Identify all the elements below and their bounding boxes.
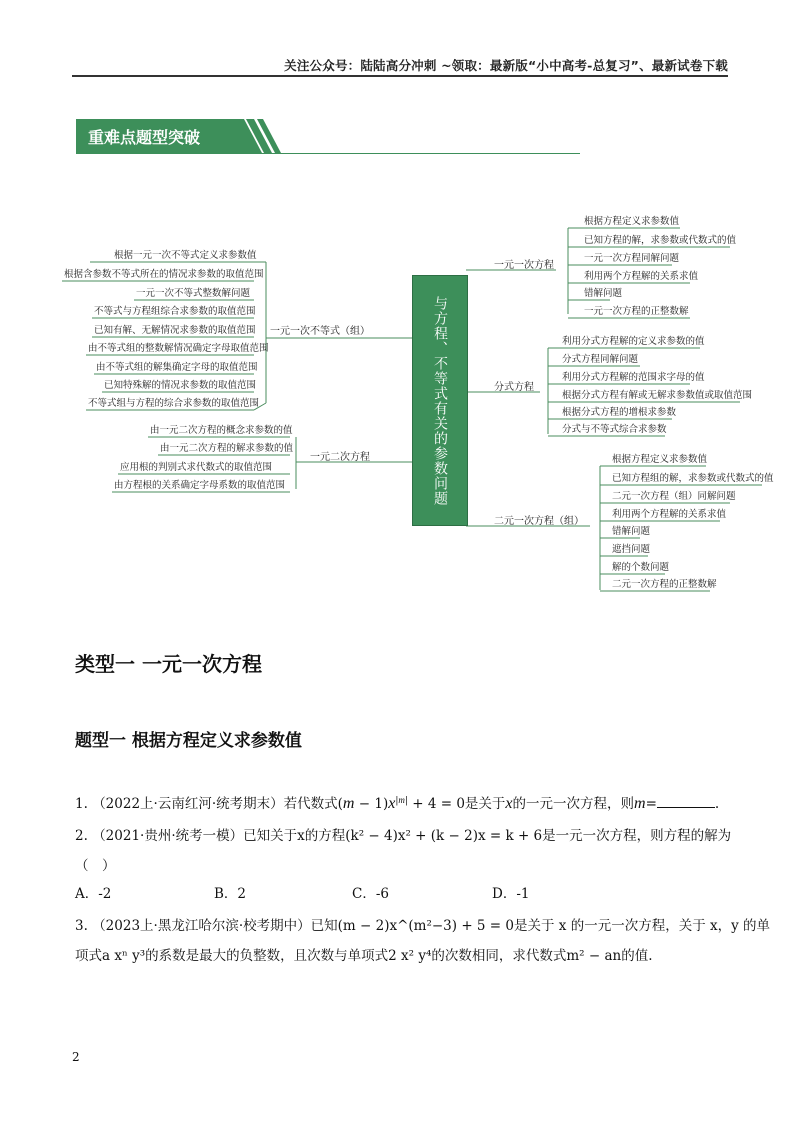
- mindmap-leaf: 利用分式方程解的范围求字母的值: [562, 372, 705, 383]
- mindmap-leaf: 利用两个方程解的关系求值: [612, 509, 727, 520]
- mindmap-branch-label: 二元一次方程（组）: [494, 516, 584, 527]
- subtype-heading: 题型一 根据方程定义求参数值: [75, 731, 302, 751]
- mindmap-leaf: 解的个数问题: [612, 562, 670, 573]
- mindmap-leaf: 由一元二次方程的概念求参数的值: [150, 425, 293, 436]
- question-2-paren: （ ）: [75, 858, 116, 874]
- option-a[interactable]: A．-2: [75, 886, 112, 902]
- mindmap-leaf: 错解问题: [612, 526, 651, 537]
- mindmap-leaf: 根据分式方程有解或无解求参数值或取值范围: [562, 390, 753, 401]
- mindmap-leaf: 根据分式方程的增根求参数: [562, 407, 677, 418]
- option-c[interactable]: C．-6: [352, 886, 389, 902]
- question-3: 3. （2023上·黑龙江哈尔滨·校考期中）已知(m − 2)x^(m²−3) + 5 = 0是关于 x 的一元一次方程，关于 x，y 的单: [75, 918, 771, 934]
- mindmap-leaf: 利用分式方程解的定义求参数的值: [562, 336, 705, 347]
- mindmap-branch-label: 分式方程: [494, 382, 534, 393]
- mindmap-leaf: 由不等式组的解集确定字母的取值范围: [96, 362, 258, 373]
- page-number: 2: [72, 1050, 80, 1064]
- mindmap-leaf: 二元一次方程的正整数解: [612, 579, 717, 590]
- mindmap-leaf: 由方程根的关系确定字母系数的取值范围: [114, 480, 286, 491]
- option-b[interactable]: B．2: [214, 886, 247, 902]
- mindmap-leaf: 不等式组与方程的综合求参数的取值范围: [88, 398, 260, 409]
- mindmap-leaf: 分式与不等式综合求参数: [562, 424, 667, 435]
- mindmap-leaf: 根据含参数不等式所在的情况求参数的取值范围: [64, 269, 264, 280]
- mindmap-leaf: 由不等式组的整数解情况确定字母取值范围: [88, 343, 269, 354]
- mindmap-branch-label: 一元二次方程: [310, 452, 370, 463]
- mindmap-leaf: 根据一元一次不等式定义求参数值: [114, 250, 257, 261]
- mindmap-leaf: 应用根的判别式求代数式的取值范围: [120, 462, 273, 473]
- mindmap-leaf: 错解问题: [584, 288, 623, 299]
- mindmap-leaf: 已知方程的解，求参数或代数式的值: [584, 235, 737, 246]
- mindmap-leaf: 分式方程同解问题: [562, 354, 639, 365]
- mindmap-leaf: 由一元二次方程的解求参数的值: [160, 443, 294, 454]
- option-d[interactable]: D．-1: [492, 886, 530, 902]
- mindmap-leaf: 已知特殊解的情况求参数的取值范围: [104, 380, 257, 391]
- mindmap-leaf: 一元一次方程的正整数解: [584, 306, 689, 317]
- mindmap-leaf: 根据方程定义求参数值: [612, 454, 708, 465]
- mindmap-center-node: [412, 275, 468, 526]
- banner-title: 重难点题型突破: [88, 128, 201, 147]
- header-text: 关注公众号：陆陆高分冲刺 ~领取：最新版“小中高考-总复习”、最新试卷下载: [284, 58, 728, 73]
- mindmap-leaf: 利用两个方程解的关系求值: [584, 271, 699, 282]
- answer-blank[interactable]: [657, 795, 715, 808]
- type-heading: 类型一 一元一次方程: [75, 652, 262, 676]
- mindmap-leaf: 二元一次方程（组）同解问题: [612, 491, 736, 502]
- question-2: 2. （2021·贵州·统考一模）已知关于x的方程(k² − 4)x² + (k − 2)x = k + 6是一元一次方程，则方程的解为: [75, 828, 732, 844]
- question-1: 1. （2022上·云南红河·统考期末）若代数式$(m - 1)x^{|m|} + 4 = 0$是关于x的一元一次方程，则m= .: [75, 794, 720, 812]
- mindmap-leaf: 已知有解、无解情况求参数的取值范围: [94, 325, 256, 336]
- mindmap-center-text: 与方程、不等式有关的参数问题: [432, 295, 448, 506]
- question-3-line-2: 项式a xⁿ y³的系数是最大的负整数，且次数与单项式2 x² y⁴的次数相同，求代数式m² − an的值.: [75, 948, 653, 964]
- mindmap-branch-label: 一元一次不等式（组）: [270, 326, 370, 337]
- mindmap-leaf: 遮挡问题: [612, 544, 651, 555]
- mindmap-leaf: 一元一次方程同解问题: [584, 253, 680, 264]
- mindmap-leaf: 不等式与方程组综合求参数的取值范围: [94, 306, 256, 317]
- mindmap-leaf: 已知方程组的解，求参数或代数式的值: [612, 473, 774, 484]
- mindmap-leaf: 一元一次不等式整数解问题: [136, 288, 251, 299]
- mindmap-branch-label: 一元一次方程: [494, 260, 554, 271]
- mindmap-leaf: 根据方程定义求参数值: [584, 216, 680, 227]
- q1-expression: $(m - 1)x^{|m|} + 4 = 0$: [337, 794, 465, 812]
